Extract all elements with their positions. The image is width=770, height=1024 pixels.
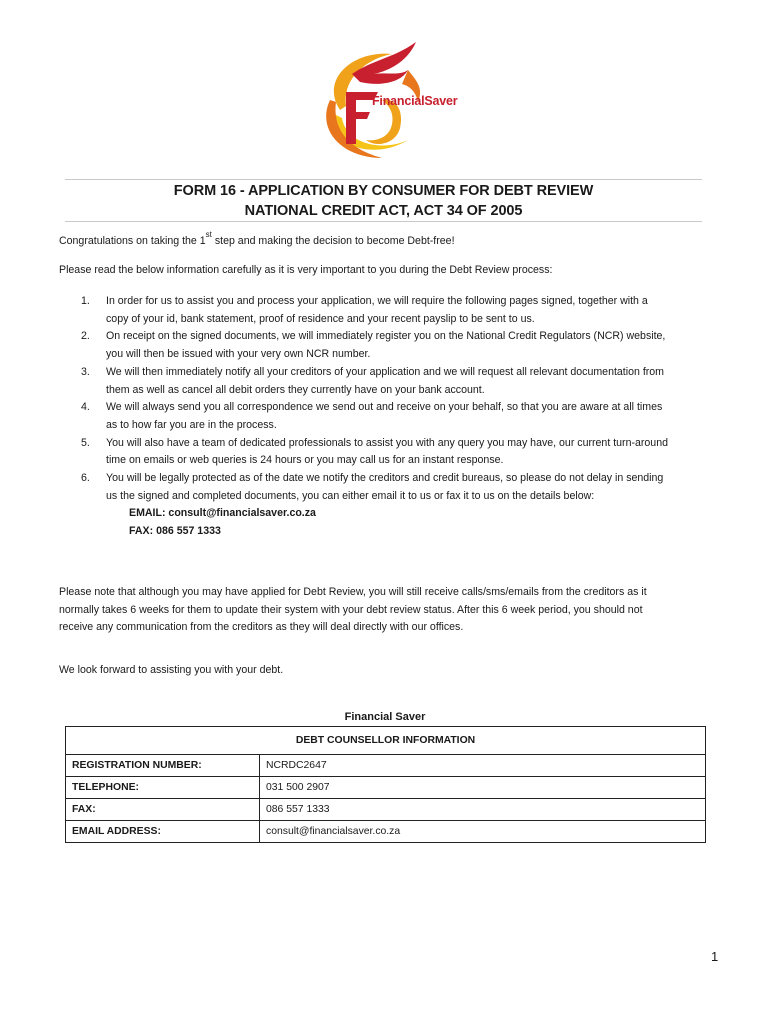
list-item-text: In order for us to assist you and process your application, we will require the following pages signed, together with a copy of your id, bank statement, proof of residence and your recent payslip to be sent to us. [106,295,648,325]
company-name: Financial Saver [344,711,426,723]
list-item [59,399,669,434]
list-item-number: 3. [81,365,90,378]
list-item-number: 4. [81,401,90,414]
table-row [66,799,706,821]
list-item [59,328,669,363]
table-label: TELEPHONE: [66,777,260,799]
congratulations-paragraph [59,230,659,251]
congrats-text-after: step and making the decision to become Debt-free! [211,235,455,247]
table-label: EMAIL ADDRESS: [66,821,260,843]
list-item-text: You will also have a team of dedicated professionals to assist you with any query you may have, our current turn-around time on emails or web queries is 24 hours or you may call us for an instant response. [106,436,668,467]
list-item-number: 2. [81,330,90,343]
list-item-text: We will always send you all correspondence we send out and receive on your behalf, so that you are aware at all times as to how far you are in the process. [106,401,663,431]
debt-review-note: Please note that although you may have applied for Debt Review, you will still receive calls/sms/emails from the creditors as it normally takes 6 weeks for them to update their system with your debt review status. After this 6 week period, you should not receive any communication from the creditors as they will deal directly with our offices. [59,586,647,633]
table-row [66,755,706,777]
list-item [59,364,669,399]
table-row [66,821,706,843]
table-value: 086 557 1333 [260,799,706,821]
debt-counsellor-table [65,726,706,843]
table-label: REGISTRATION NUMBER: [66,755,260,777]
table-header: DEBT COUNSELLOR INFORMATION [66,727,706,755]
table-value: 031 500 2907 [260,777,706,799]
read-instructions-paragraph: Please read the below information carefully as it is very important to you during the Debt Review process: [59,264,553,276]
list-item [59,293,669,328]
table-header-row [66,727,706,755]
logo-wordmark: FinancialSaver [372,94,458,108]
title-bottom-rule [65,221,702,222]
congrats-text-before: Congratulations on taking the 1 [59,235,206,247]
page-number: 1 [711,949,719,964]
table-value: NCRDC2647 [260,755,706,777]
form-subtitle: NATIONAL CREDIT ACT, ACT 34 OF 2005 [244,203,523,219]
list-item [59,470,669,505]
congrats-superscript: st [205,230,212,240]
title-top-rule [65,179,702,180]
list-item-number: 1. [81,295,90,307]
closing-line: We look forward to assisting you with your debt. [59,664,284,676]
contact-fax: FAX: 086 557 1333 [129,525,221,538]
contact-email: EMAIL: consult@financialsaver.co.za [129,507,316,520]
list-item-number: 6. [81,472,90,485]
table-label: FAX: [66,799,260,821]
list-item-text: You will be legally protected as of the date we notify the creditors and credit bureaus, so please do not delay in sending us the signed and completed documents, you can either email it to us or fax it to us on the details below: [106,472,664,502]
form-title: FORM 16 - APPLICATION BY CONSUMER FOR DEBT REVIEW [173,183,594,199]
list-item-text: We will then immediately notify all your creditors of your application and we will request all relevant documentation from them as well as cancel all debit orders they currently have on your bank account. [106,365,665,396]
list-item-text: On receipt on the signed documents, we will immediately register you on the National Credit Regulators (NCR) website, you will then be issued with your very own NCR number. [106,330,666,361]
list-item-number: 5. [81,436,90,449]
table-row [66,777,706,799]
process-steps-list [59,293,669,541]
table-value: consult@financialsaver.co.za [260,821,706,843]
list-item [59,435,669,470]
